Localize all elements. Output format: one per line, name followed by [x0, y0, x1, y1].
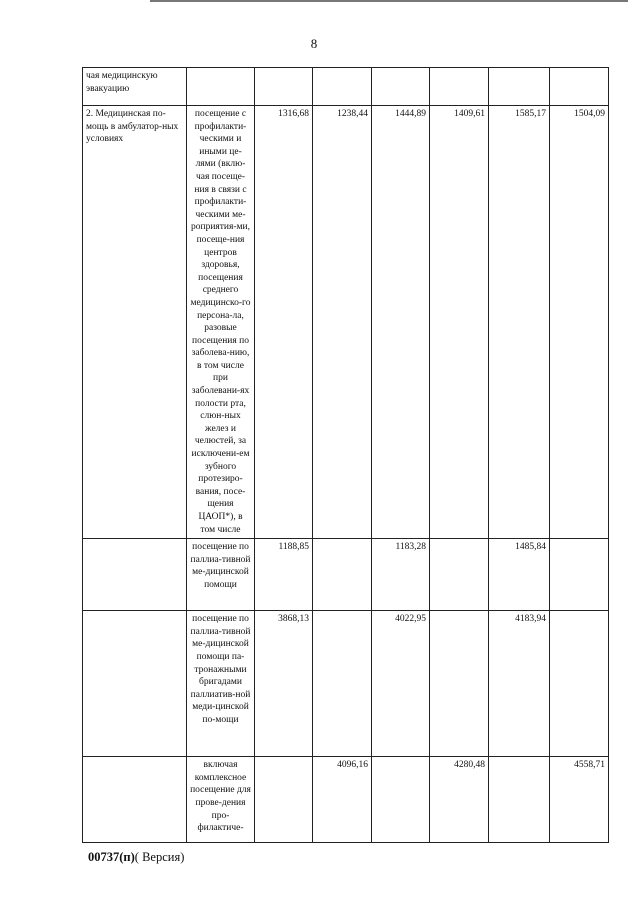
document-version-label: ( Версия) — [134, 850, 185, 864]
table-cell-value — [489, 757, 550, 843]
table-cell-value: 1444,89 — [372, 106, 430, 539]
table-cell-value — [430, 68, 489, 106]
table-cell-value: 1504,09 — [550, 106, 609, 539]
table-cell-value — [313, 539, 372, 611]
table-cell-value — [489, 68, 550, 106]
table-row — [83, 539, 609, 611]
table-cell-value — [550, 539, 609, 611]
table-cell-name: 2. Медицинская по-мощь в амбулатор-ных условиях — [83, 106, 187, 539]
table-cell-desc — [187, 68, 255, 106]
table-cell-value — [255, 757, 313, 843]
table-cell-value: 1316,68 — [255, 106, 313, 539]
table-cell-value — [550, 68, 609, 106]
table-cell-desc: посещение с профилакти-ческими и иными це-лями (вклю-чая посеще-ния в связи с профилакти-ческими ме-роприятия-ми, посеще-ния центров здоровья, посещения среднего медицинско-го персона-ла, разовые посещения по заболева-нию, в том числе при заболевани-ях полости рта, слюн-ных желез и челюстей, за исключени-ем зубного протезиро-вания, посе-щения ЦАОП*), в том числе — [187, 106, 255, 539]
table-cell-value: 4558,71 — [550, 757, 609, 843]
table-cell-desc: посещение по паллиа-тивной ме-дицинской помощи па-тронажными бригадами паллиатив-ной меди-цинской по-мощи — [187, 611, 255, 757]
table-cell-value: 4096,16 — [313, 757, 372, 843]
table-cell-value — [372, 68, 430, 106]
table-cell-value — [430, 611, 489, 757]
table-cell-value: 4022,95 — [372, 611, 430, 757]
table-cell-value: 4280,48 — [430, 757, 489, 843]
table-cell-name — [83, 539, 187, 611]
table-cell-value: 4183,94 — [489, 611, 550, 757]
top-rule — [150, 0, 628, 2]
table-cell-name — [83, 757, 187, 843]
table-row — [83, 106, 609, 539]
table-cell-value — [313, 68, 372, 106]
table-cell-desc: включая комплексное посещение для прове-дения про-филактиче- — [187, 757, 255, 843]
table-row — [83, 757, 609, 843]
document-code — [88, 850, 184, 865]
table-cell-value: 1485,84 — [489, 539, 550, 611]
table-cell-value: 1585,17 — [489, 106, 550, 539]
document-code-number: 00737(п) — [88, 850, 135, 864]
table-cell-value — [313, 611, 372, 757]
table-cell-name — [83, 611, 187, 757]
table-cell-value: 3868,13 — [255, 611, 313, 757]
table-cell-value: 1188,85 — [255, 539, 313, 611]
table-cell-name: чая медицинскую эвакуацию — [83, 68, 187, 106]
table-cell-value: 1409,61 — [430, 106, 489, 539]
table-cell-desc: посещение по паллиа-тивной ме-дицинской помощи — [187, 539, 255, 611]
table-cell-value — [430, 539, 489, 611]
table-cell-value — [255, 68, 313, 106]
table-cell-value: 1238,44 — [313, 106, 372, 539]
table-cell-value — [550, 611, 609, 757]
tariff-table — [82, 67, 609, 843]
table-row — [83, 611, 609, 757]
table-row — [83, 68, 609, 106]
table-cell-value — [372, 757, 430, 843]
table-cell-value: 1183,28 — [372, 539, 430, 611]
page-number: 8 — [310, 36, 318, 51]
